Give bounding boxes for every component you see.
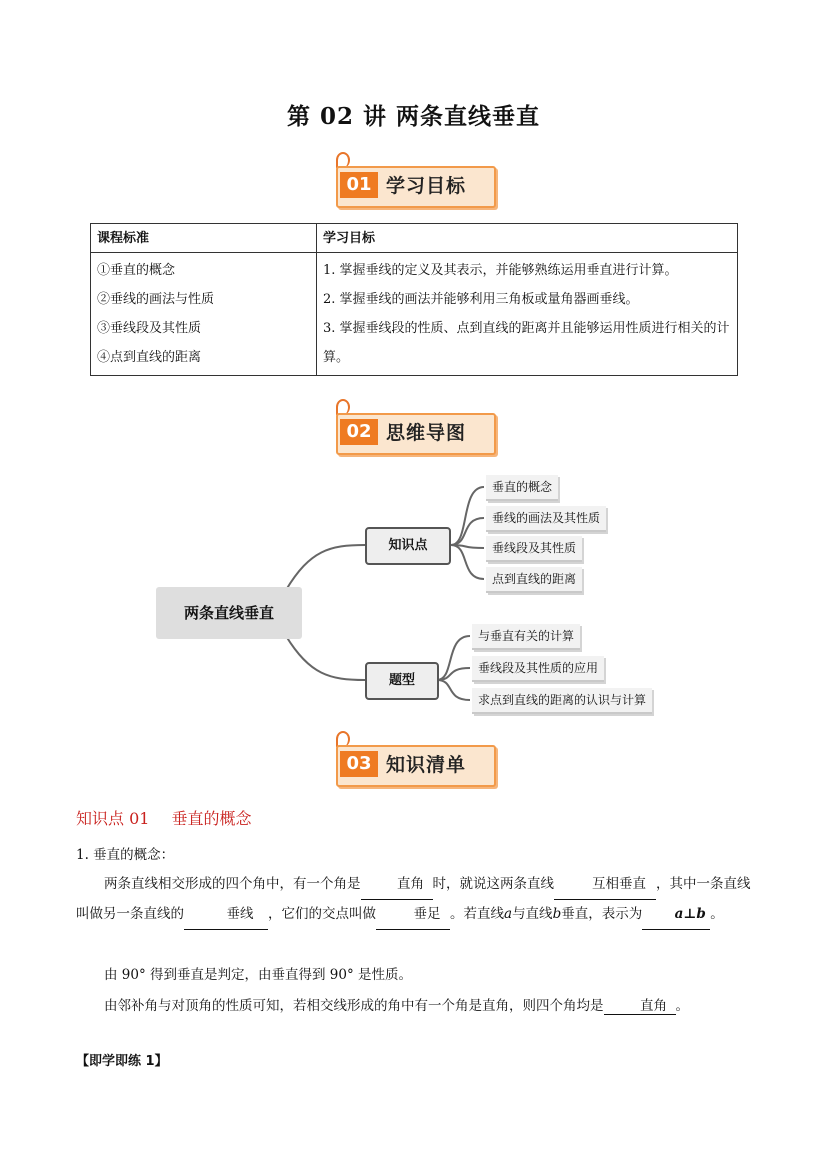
- answer-blank: 直角: [361, 870, 433, 900]
- objective-item: 1. 掌握垂线的定义及其表示，并能够熟练运用垂直进行计算。: [323, 263, 678, 278]
- right-angle-note: 由邻补角与对顶角的性质可知，若相交线形成的角中有一个角是直角，则四个角均是 直角 。: [76, 994, 754, 1015]
- knowledge-point-name: 垂直的概念: [171, 809, 252, 828]
- section-label: 学习目标: [386, 175, 467, 197]
- section-label: 知识清单: [386, 754, 467, 776]
- answer-blank: a⊥b: [642, 900, 710, 930]
- mindmap-center: 两条直线垂直: [156, 587, 302, 639]
- table-header: 学习目标: [317, 224, 738, 253]
- objective-item: 2. 掌握垂线的画法并能够利用三角板或量角器画垂线。: [323, 292, 639, 307]
- answer-blank: 直角: [604, 994, 676, 1015]
- item-label: 1. 垂直的概念：: [76, 847, 175, 863]
- standard-item: ④点到直线的距离: [97, 350, 202, 365]
- mindmap-leaf: 垂线段及其性质: [486, 536, 582, 562]
- page-title: 第 02 讲 两条直线垂直: [286, 103, 541, 130]
- mindmap-leaf: 求点到直线的距离的认识与计算: [472, 688, 652, 714]
- objective-item: 3. 掌握垂线段的性质、点到直线的距离并且能够运用性质进行相关的计算。: [323, 321, 730, 365]
- mindmap-branch: 知识点: [365, 527, 451, 565]
- mindmap-leaf: 垂直的概念: [486, 475, 558, 501]
- knowledge-point-title: [76, 806, 251, 829]
- mindmap-leaf: 与垂直有关的计算: [472, 624, 580, 650]
- knowledge-point-number: 知识点 01: [76, 809, 150, 828]
- standard-item: ①垂直的概念: [97, 263, 176, 278]
- practice-label: 【即学即练 1】: [76, 1054, 168, 1069]
- section-number: 02: [340, 419, 378, 445]
- property-note: 由 90° 得到垂直是判定，由垂直得到 90° 是性质。: [104, 967, 413, 983]
- definition-paragraph: 两条直线相交形成的四个角中，有一个角是 直角 时，就说这两条直线 互相垂直 ，其中一条直线叫做另一条直线的 垂线 ，它们的交点叫做 垂足 。若直线a与直线b垂直，表示为 a⊥b 。: [76, 870, 754, 930]
- standard-item: ②垂线的画法与性质: [97, 292, 215, 307]
- section-number: 01: [340, 172, 378, 198]
- section-label: 思维导图: [386, 422, 467, 444]
- standard-item: ③垂线段及其性质: [97, 321, 202, 336]
- mindmap-branch: 题型: [365, 662, 439, 700]
- mindmap-leaf: 垂线的画法及其性质: [486, 506, 606, 532]
- section-number: 03: [340, 751, 378, 777]
- answer-blank: 互相垂直: [554, 870, 656, 900]
- answer-blank: 垂线: [184, 900, 268, 930]
- section-badge-knowledge: [336, 745, 494, 785]
- mindmap-leaf: 点到直线的距离: [486, 567, 582, 593]
- answer-blank: 垂足: [376, 900, 450, 930]
- mindmap-leaf: 垂线段及其性质的应用: [472, 656, 604, 682]
- table-header: 课程标准: [91, 224, 317, 253]
